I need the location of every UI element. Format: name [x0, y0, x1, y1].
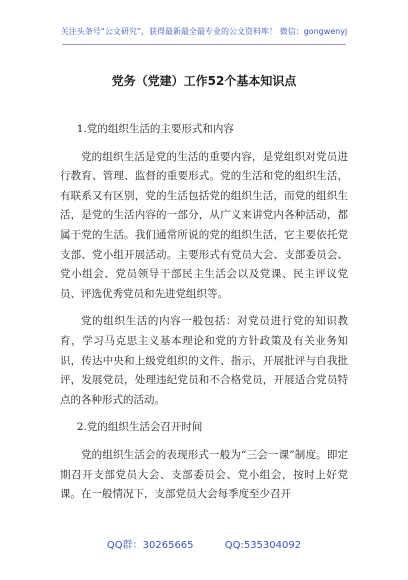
qq-group: QQ群：30265665 — [106, 540, 194, 551]
paragraph: 党的组织生活是党的生活的重要内容，是党组织对党员进行教育、管理、监督的重要形式。党的生活和党的组织生活，有联系又有区别，党的生活包括党的组织生活，而党的组织生活，是党的生活内容的一部分，从广义来讲党内各种活动，都属于党的生活。我们通常所说的党的组织生活，它主要依托党支部、党小组开展活动。主要形式有党员大会、支部委员会、党小组会、党员领导干部民主生活会以及党课、民主评议党员、评选优秀党员和先进党组织等。 — [60, 150, 348, 300]
paragraph: 党的组织生活的内容一般包括：对党员进行党的知识教育，学习马克思主义基本理论和党的方针政策及有关业务知识，传达中央和上级党组织的文件、指示，开展批评与自我批评，发展党员，处理违纪党员和不合格党员，开展适合党员特点的各种形式的活动。 — [60, 315, 348, 406]
section-heading: 2.党的组织生活会召开时间 — [76, 421, 203, 434]
qq-number: QQ:535304092 — [224, 540, 302, 551]
document-title: 党务（党建）工作52个基本知识点 — [111, 74, 297, 88]
header-divider — [62, 44, 346, 45]
footer-contact — [0, 536, 408, 551]
document-body — [60, 120, 348, 513]
paragraph: 党的组织生活会的表现形式一般为“三会一课”制度。即定期召开支部党员大会、支部委员会、党小组会，按时上好党课。在一般情况下，支部党员大会每季度至少召开 — [60, 448, 348, 501]
section-heading: 1.党的组织生活的主要形式和内容 — [76, 123, 234, 135]
header-note: 关注头条号“公文研究”，获得最新最全最专业的公文资料库！ 微信：gongwenyj — [60, 27, 348, 36]
